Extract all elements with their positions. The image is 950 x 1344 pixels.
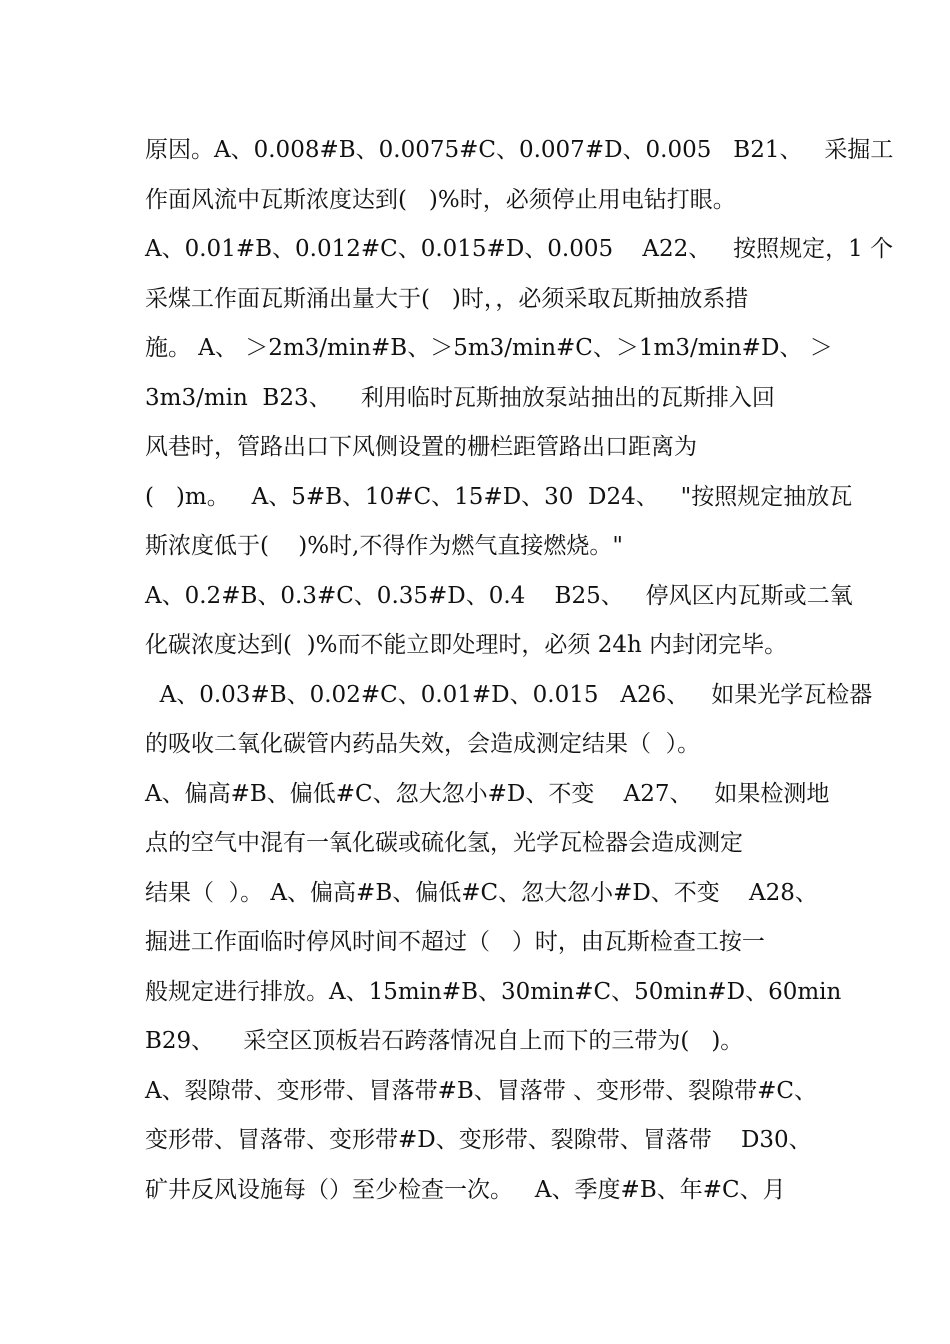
- text-line-13: 的吸收二氧化碳管内药品失效，会造成测定结果（ ）。: [145, 731, 701, 757]
- text-line-10: A、0.2#B、0.3#C、0.35#D、0.4 B25、 停风区内瓦斯或二氧: [145, 582, 853, 609]
- text-line-3: A、0.01#B、0.012#C、0.015#D、0.005 A22、 按照规定，1 个: [145, 236, 894, 262]
- text-line-19: B29、 采空区顶板岩石跨落情况自上而下的三带为( )。: [145, 1028, 744, 1054]
- text-line-5: 施。 A、 ＞2m3/min#B、＞5m3/min#C、＞1m3/min#D、 ＞: [145, 335, 833, 361]
- text-line-1: 原因。A、0.008#B、0.0075#C、0.007#D、0.005 B21、 采掘工: [145, 137, 894, 163]
- text-line-22: 矿井反风设施每（）至少检查一次。 A、季度#B、年#C、月: [145, 1176, 786, 1203]
- text-line-8: ( )m。 A、5#B、10#C、15#D、30 D24、 "按照规定抽放瓦: [145, 483, 853, 510]
- text-line-21: 变形带、冒落带、变形带#D、变形带、裂隙带、冒落带 D30、: [145, 1127, 812, 1153]
- text-line-11: 化碳浓度达到( )%而不能立即处理时，必须 24h 内封闭完毕。: [145, 632, 788, 658]
- text-line-20: A、裂隙带、变形带、冒落带#B、冒落带 、变形带、裂隙带#C、: [145, 1077, 817, 1104]
- text-line-4: 采煤工作面瓦斯涌出量大于( )时，，必须采取瓦斯抽放系措: [145, 285, 749, 312]
- text-line-16: 结果（ ）。 A、偏高#B、偏低#C、忽大忽小#D、不变 A28、: [145, 879, 818, 906]
- text-line-15: 点的空气中混有一氧化碳或硫化氢，光学瓦检器会造成测定: [145, 830, 743, 856]
- text-line-18: 般规定进行排放。A、15min#B、30min#C、50min#D、60min: [145, 978, 842, 1005]
- text-line-17: 掘进工作面临时停风时间不超过（ ）时，由瓦斯检查工按一: [145, 929, 765, 955]
- text-line-2: 作面风流中瓦斯浓度达到( )%时，必须停止用电钻打眼。: [145, 186, 736, 213]
- text-line-9: 斯浓度低于( )%时,不得作为燃气直接燃烧。": [145, 533, 623, 559]
- text-line-6: 3m3/min B23、 利用临时瓦斯抽放泵站抽出的瓦斯排入回: [145, 384, 775, 411]
- question-text-block: [145, 126, 894, 1215]
- text-line-12: A、0.03#B、0.02#C、0.01#D、0.015 A26、 如果光学瓦检器: [145, 681, 873, 708]
- text-line-14: A、偏高#B、偏低#C、忽大忽小#D、不变 A27、 如果检测地: [145, 780, 830, 807]
- text-line-7: 风巷时，管路出口下风侧设置的栅栏距管路出口距离为: [145, 434, 697, 460]
